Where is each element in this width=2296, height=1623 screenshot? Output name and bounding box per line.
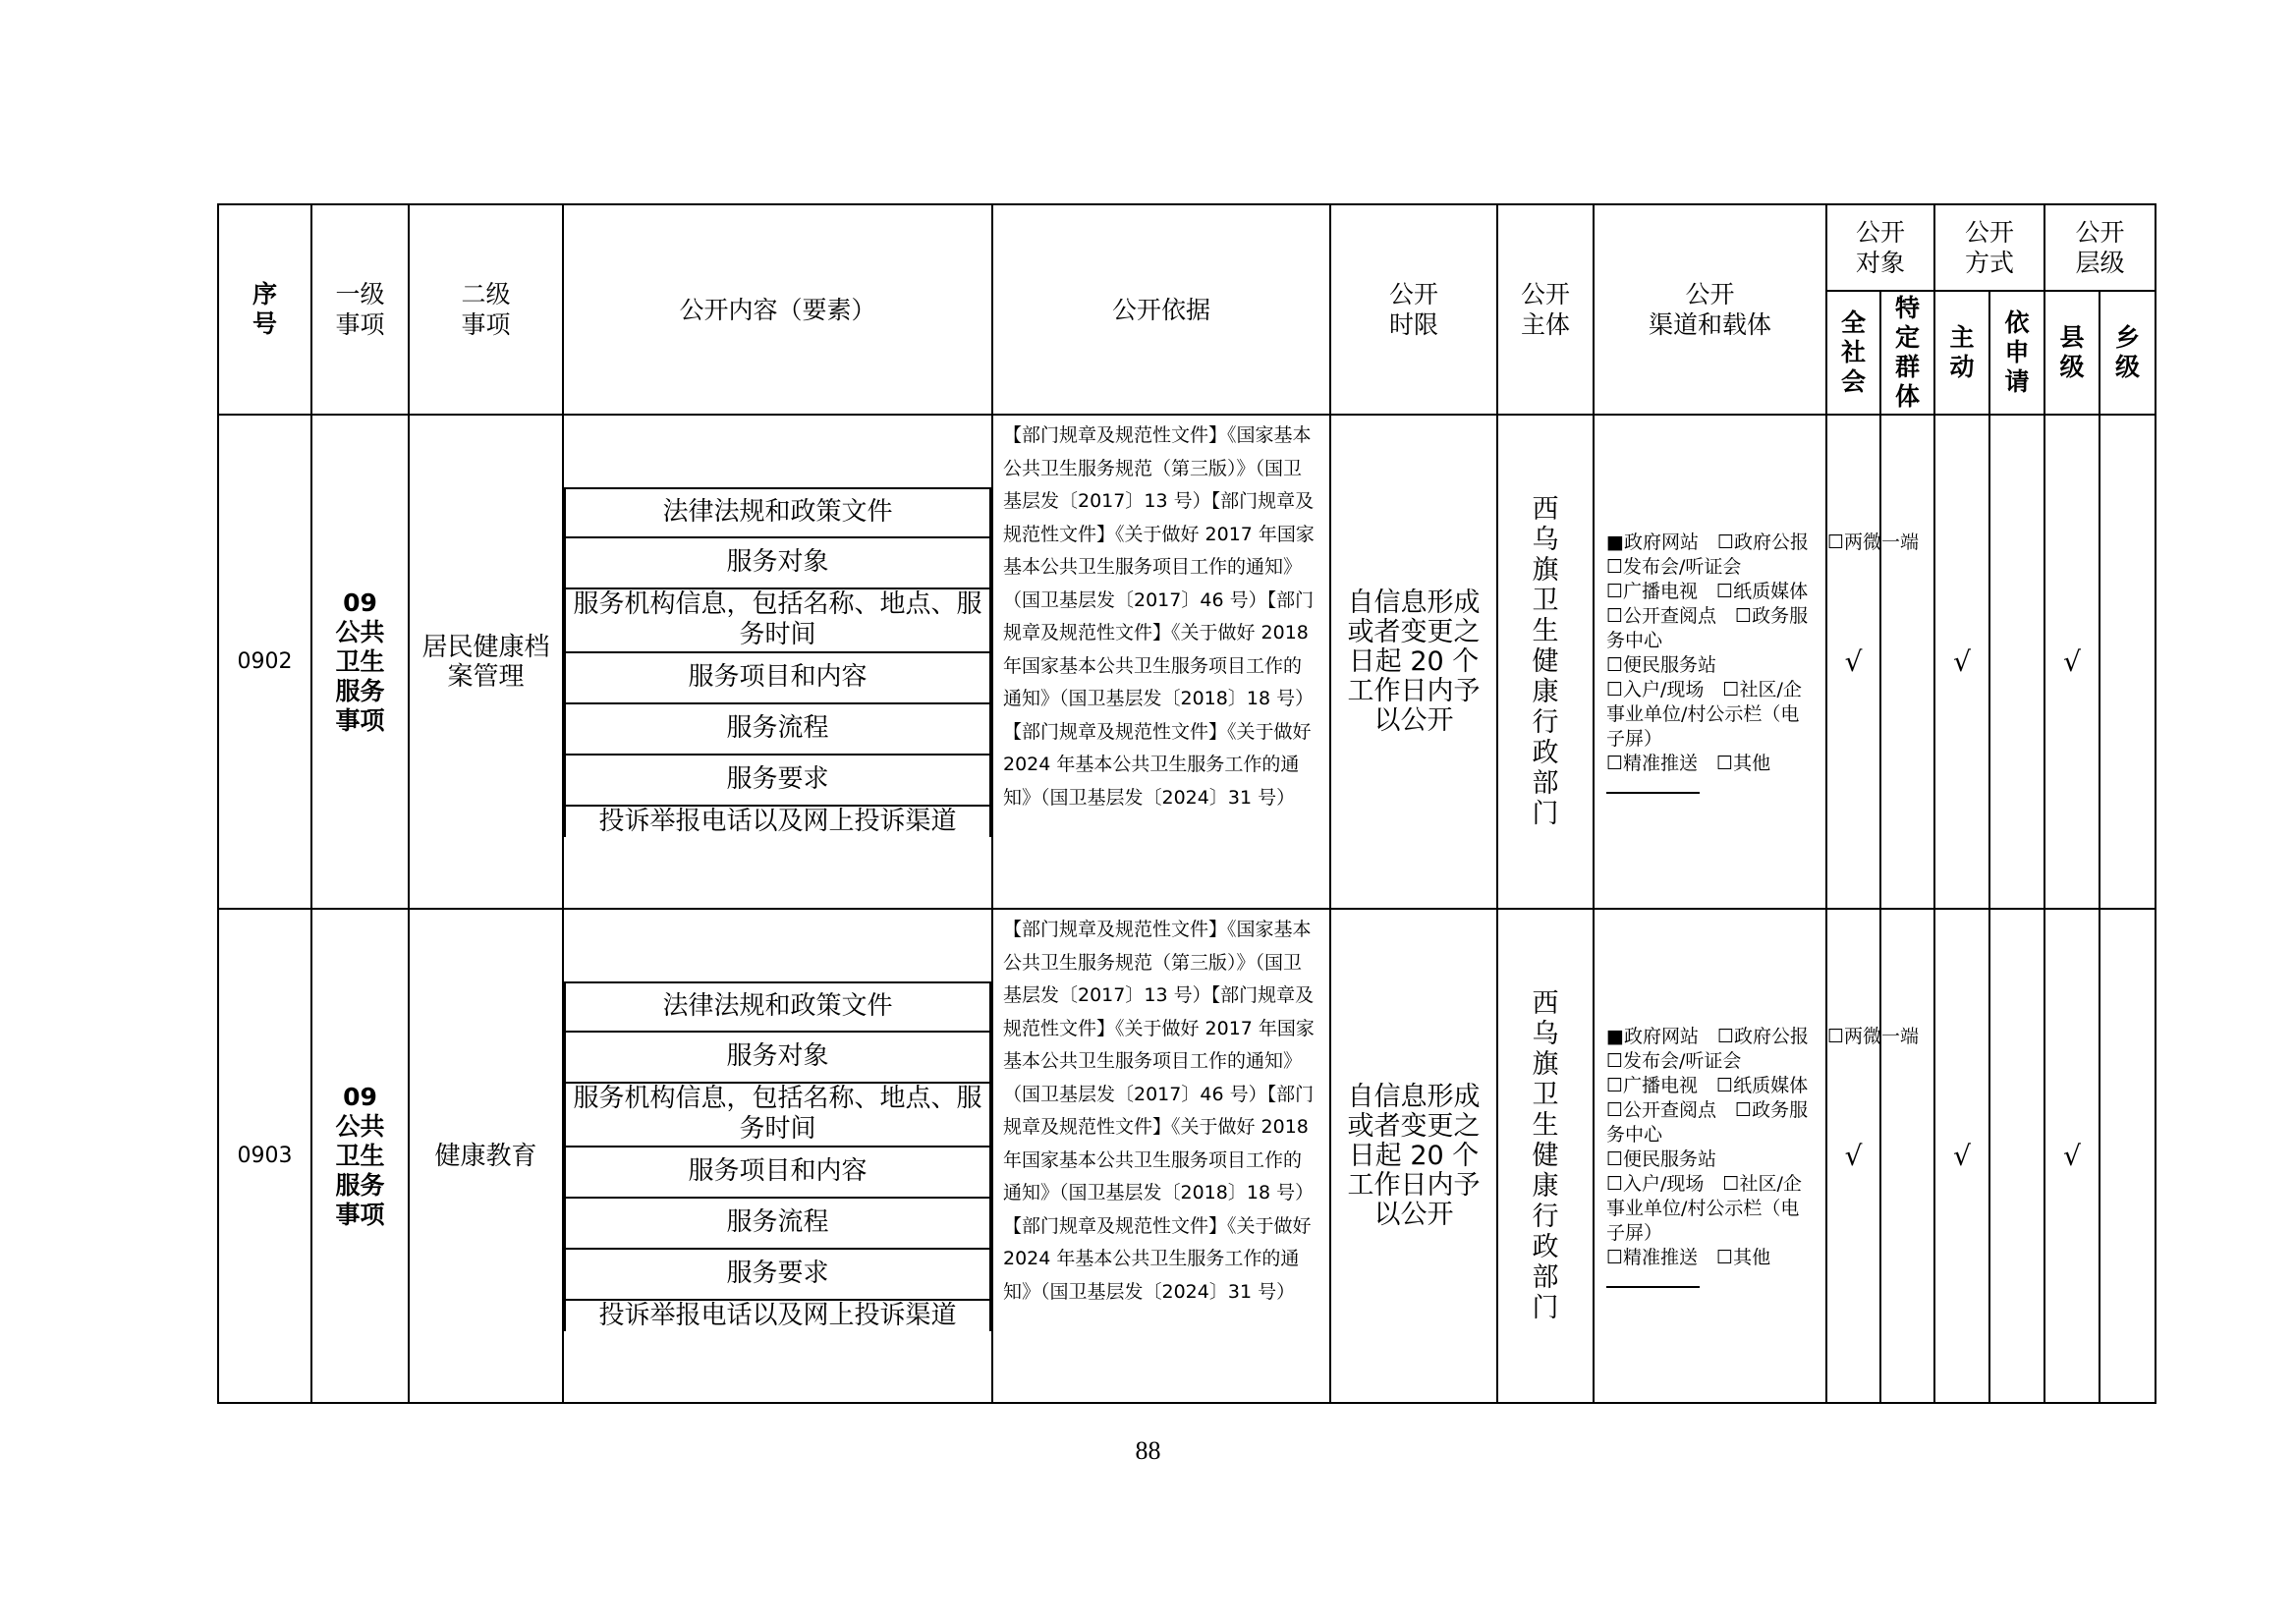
blank-underline [1606, 776, 1700, 794]
row-period: 自信息形成或者变更之日起 20 个工作日内予以公开 [1330, 909, 1497, 1403]
content-item: 法律法规和政策文件 [565, 982, 990, 1032]
content-item: 服务对象 [565, 537, 990, 588]
header-level-town: 乡级 [2100, 291, 2156, 415]
header-target-all: 全社会 [1826, 291, 1880, 415]
header-level1: 一级 事项 [311, 204, 409, 415]
row-period: 自信息形成或者变更之日起 20 个工作日内予以公开 [1330, 415, 1497, 909]
check-method-active: √ [1934, 909, 1989, 1403]
page-number: 88 [1135, 1436, 1161, 1465]
header-channel: 公开 渠道和载体 [1594, 204, 1826, 415]
header-method-active: 主动 [1934, 291, 1989, 415]
table-row [218, 909, 2156, 1403]
content-item: 服务项目和内容 [565, 1147, 990, 1198]
disclosure-table [217, 203, 2156, 1404]
row-content [563, 415, 992, 909]
row-seq: 0903 [218, 909, 311, 1403]
check-target-specific [1880, 415, 1934, 909]
header-subject: 公开 主体 [1497, 204, 1594, 415]
header-row-1 [218, 204, 2156, 291]
header-content: 公开内容（要素） [563, 204, 992, 415]
content-item: 服务流程 [565, 703, 990, 755]
check-method-apply [1989, 909, 2044, 1403]
row-level2: 居民健康档案管理 [409, 415, 563, 909]
content-item: 服务机构信息，包括名称、地点、服务时间 [565, 1083, 990, 1147]
header-level: 公开 层级 [2044, 204, 2156, 291]
channel-line: ☐精准推送 ☐其他 [1606, 752, 1771, 774]
check-level-county: √ [2044, 909, 2100, 1403]
channel-line: ☐便民服务站 [1606, 1147, 1717, 1170]
header-basis: 公开依据 [992, 204, 1330, 415]
header-target-specific: 特定群体 [1880, 291, 1934, 415]
channel-line: ☐发布会/听证会 [1606, 1049, 1742, 1072]
channel-line: ■政府网站 ☐政府公报 ☐两微一端 [1606, 531, 1920, 553]
row-subject: 西乌旗卫生健康行政部门 [1497, 415, 1594, 909]
channel-line: ☐发布会/听证会 [1606, 555, 1742, 578]
channel-line: ■政府网站 ☐政府公报 ☐两微一端 [1606, 1025, 1920, 1047]
content-item: 法律法规和政策文件 [565, 488, 990, 537]
row-channels [1594, 909, 1920, 1403]
content-item: 服务流程 [565, 1198, 990, 1249]
content-item: 服务对象 [565, 1032, 990, 1083]
content-item: 服务要求 [565, 755, 990, 806]
check-method-apply [1989, 415, 2044, 909]
header-seq: 序号 [218, 204, 311, 415]
content-item: 服务机构信息，包括名称、地点、服务时间 [565, 588, 990, 652]
channel-line: ☐入户/现场 ☐社区/企事业单位/村公示栏（电子屏） [1606, 1172, 1802, 1244]
header-level2: 二级 事项 [409, 204, 563, 415]
channel-line: ☐入户/现场 ☐社区/企事业单位/村公示栏（电子屏） [1606, 678, 1802, 750]
row-level1: 09 公共卫生服务事项 [311, 909, 409, 1403]
channel-line: ☐便民服务站 [1606, 653, 1717, 676]
row-seq: 0902 [218, 415, 311, 909]
header-period: 公开 时限 [1330, 204, 1497, 415]
blank-underline [1606, 1270, 1700, 1288]
header-method-apply: 依申请 [1989, 291, 2044, 415]
row-level2: 健康教育 [409, 909, 563, 1403]
channel-line: ☐广播电视 ☐纸质媒体 ☐公开查阅点 ☐政务服务中心 [1606, 580, 1827, 651]
check-level-county: √ [2044, 415, 2100, 909]
check-method-active: √ [1934, 415, 1989, 909]
content-item: 投诉举报电话以及网上投诉渠道 [565, 1300, 990, 1331]
row-level1: 09 公共卫生服务事项 [311, 415, 409, 909]
row-channels [1594, 415, 1920, 909]
row-subject: 西乌旗卫生健康行政部门 [1497, 909, 1594, 1403]
check-level-town [2100, 415, 2156, 909]
channel-line: ☐广播电视 ☐纸质媒体 ☐公开查阅点 ☐政务服务中心 [1606, 1074, 1827, 1146]
check-target-all: √ [1826, 415, 1880, 909]
row-basis: 【部门规章及规范性文件】《国家基本公共卫生服务规范（第三版）》（国卫基层发〔2017〕13 号）【部门规章及规范性文件】《关于做好 2017 年国家基本公共卫生服务项目工作的通知》（国卫基层发〔2017〕46 号）【部门规章及规范性文件】《关于做好 2018 年国家基本公共卫生服务项目工作的通知》（国卫基层发〔2018〕18 号）【部门规章及规范性文件】《关于做好 2024 年基本公共卫生服务工作的通知》（国卫基层发〔2024〕31 号） [992, 415, 1330, 909]
content-item: 服务项目和内容 [565, 652, 990, 703]
check-level-town [2100, 909, 2156, 1403]
row-basis: 【部门规章及规范性文件】《国家基本公共卫生服务规范（第三版）》（国卫基层发〔2017〕13 号）【部门规章及规范性文件】《关于做好 2017 年国家基本公共卫生服务项目工作的通知》（国卫基层发〔2017〕46 号）【部门规章及规范性文件】《关于做好 2018 年国家基本公共卫生服务项目工作的通知》（国卫基层发〔2018〕18 号）【部门规章及规范性文件】《关于做好 2024 年基本公共卫生服务工作的通知》（国卫基层发〔2024〕31 号） [992, 909, 1330, 1403]
row-content [563, 909, 992, 1403]
header-method: 公开 方式 [1934, 204, 2044, 291]
content-item: 投诉举报电话以及网上投诉渠道 [565, 806, 990, 837]
check-target-all: √ [1826, 909, 1880, 1403]
check-target-specific [1880, 909, 1934, 1403]
content-item: 服务要求 [565, 1249, 990, 1300]
channel-line: ☐精准推送 ☐其他 [1606, 1246, 1771, 1268]
header-target: 公开 对象 [1826, 204, 1934, 291]
table-row [218, 415, 2156, 909]
header-level-county: 县级 [2044, 291, 2100, 415]
